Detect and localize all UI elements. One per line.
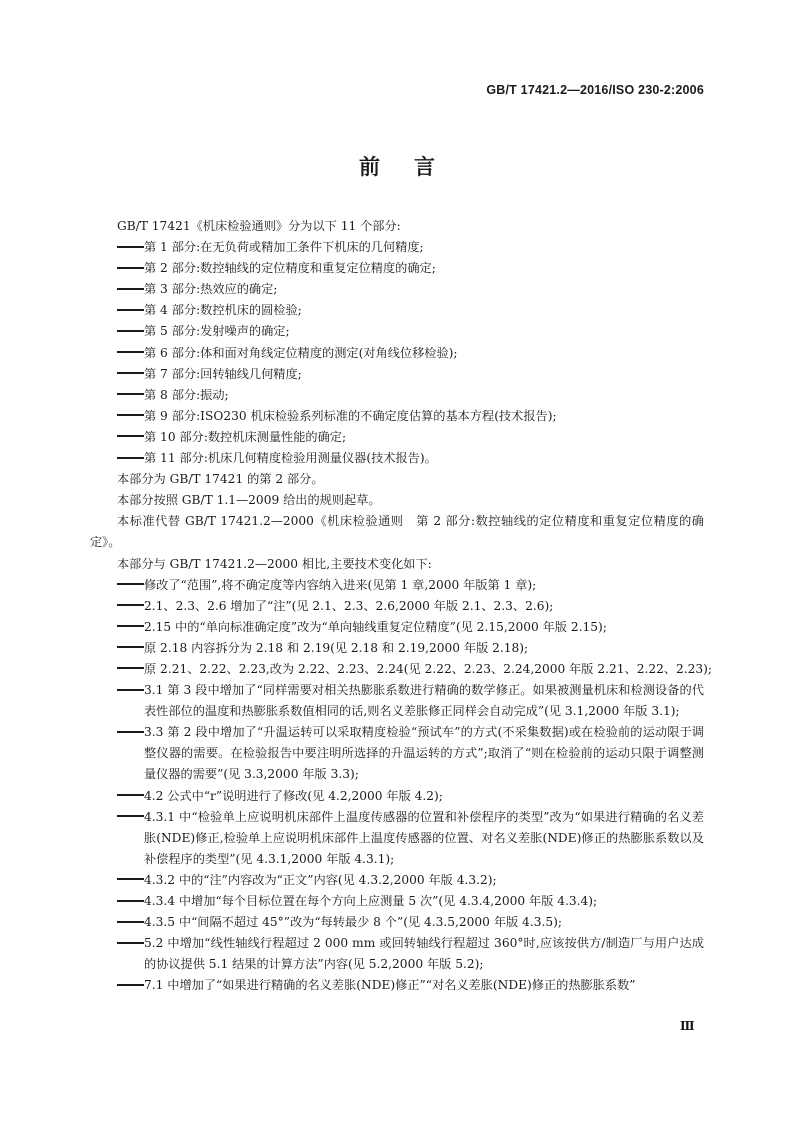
dash-mark (90, 975, 144, 996)
dash-mark (90, 933, 144, 975)
change-item: 4.3.4 中增加“每个目标位置在每个方向上应测量 5 次”(见 4.3.4,2000 年版 4.3.4); (90, 891, 704, 912)
change-item: 3.3 第 2 段中增加了“升温运转可以采取精度检验“预试车”的方式(不采集数据)或在检验前的运动限于调整仪器的需要。在检验报告中要注明所选择的升温运转的方式”;取消了“则在检验前的运动只限于调整测量仪器的需要”(见 3.3,2000 年版 3.3); (90, 722, 704, 785)
dash-mark (90, 680, 144, 722)
dash-mark (90, 237, 144, 258)
part-item: 第 3 部分:热效应的确定; (90, 279, 704, 300)
dash-mark (90, 364, 144, 385)
dash-mark (90, 300, 144, 321)
change-item: 原 2.18 内容拆分为 2.18 和 2.19(见 2.18 和 2.19,2000 年版 2.18); (90, 638, 704, 659)
part-item: 第 10 部分:数控机床测量性能的确定; (90, 427, 704, 448)
part-of-statement: 本部分为 GB/T 17421 的第 2 部分。 (117, 472, 324, 487)
changes-list (90, 575, 713, 997)
dash-mark (90, 891, 144, 912)
dash-mark (90, 786, 144, 807)
change-item: 原 2.21、2.22、2.23,改为 2.22、2.23、2.24(见 2.22、2.23、2.24,2000 年版 2.21、2.22、2.23); (90, 659, 704, 680)
change-item: 2.15 中的“单向标准确定度”改为“单向轴线重复定位精度”(见 2.15,2000 年版 2.15); (90, 617, 704, 638)
drafting-rule-statement: 本部分按照 GB/T 1.1—2009 给出的规则起草。 (117, 493, 381, 508)
dash-mark (90, 406, 144, 427)
dash-mark (90, 912, 144, 933)
change-item: 4.3.1 中“检验单上应说明机床部件上温度传感器的位置和补偿程序的类型”改为“如果进行精确的名义差胀(NDE)修正,检验单上应说明机床部件上温度传感器的位置、对名义差胀(NDE)修正的热膨胀系数以及补偿程序的类型”(见 4.3.1,2000 年版 4.3.1); (90, 807, 704, 870)
change-item: 4.3.5 中“间隔不超过 45°”改为“每转最少 8 个”(见 4.3.5,2000 年版 4.3.5); (90, 912, 704, 933)
dash-mark (90, 343, 144, 364)
changes-intro: 本部分与 GB/T 17421.2—2000 相比,主要技术变化如下: (117, 556, 432, 571)
dash-mark (90, 638, 144, 659)
change-item: 2.1、2.3、2.6 增加了“注”(见 2.1、2.3、2.6,2000 年版 2.1、2.3、2.6); (90, 596, 704, 617)
part-item: 第 4 部分:数控机床的圆检验; (90, 300, 704, 321)
dash-mark (90, 659, 144, 680)
change-item: 7.1 中增加了“如果进行精确的名义差胀(NDE)修正”“对名义差胀(NDE)修正的热膨胀系数” (90, 975, 704, 996)
part-item: 第 5 部分:发射噪声的确定; (90, 321, 704, 342)
dash-mark (90, 596, 144, 617)
dash-mark (90, 258, 144, 279)
dash-mark (90, 427, 144, 448)
change-item: 4.2 公式中“r”说明进行了修改(见 4.2,2000 年版 4.2); (90, 786, 704, 807)
dash-mark (90, 385, 144, 406)
part-item: 第 7 部分:回转轴线几何精度; (90, 364, 704, 385)
standard-number-header: GB/T 17421.2—2016/ISO 230-2:2006 (486, 83, 704, 97)
part-item: 第 6 部分:体和面对角线定位精度的测定(对角线位移检验); (90, 343, 704, 364)
dash-mark (90, 279, 144, 300)
page-title: 前言 (359, 155, 469, 179)
replaces-statement: 本标准代替 GB/T 17421.2—2000《机床检验通则 第 2 部分:数控轴线的定位精度和重复定位精度的确定》。 (90, 514, 704, 550)
dash-mark (90, 617, 144, 638)
foreword-body (90, 216, 713, 996)
part-item: 第 9 部分:ISO230 机床检验系列标准的不确定度估算的基本方程(技术报告); (90, 406, 704, 427)
change-item: 4.3.2 中的“注”内容改为“正文”内容(见 4.3.2,2000 年版 4.3.2); (90, 870, 704, 891)
part-item: 第 2 部分:数控轴线的定位精度和重复定位精度的确定; (90, 258, 704, 279)
change-item: 3.1 第 3 段中增加了“同样需要对相关热膨胀系数进行精确的数学修正。如果被测量机床和检测设备的代表性部位的温度和热膨胀系数值相同的话,则名义差胀修正同样会自动完成”(见 3.1,2000 年版 3.1); (90, 680, 704, 722)
change-item: 5.2 中增加“线性轴线行程超过 2 000 mm 或回转轴线行程超过 360°时,应该按供方/制造厂与用户达成的协议提供 5.1 结果的计算方法”内容(见 5.2,2000 年版 5.2); (90, 933, 704, 975)
part-item: 第 11 部分:机床几何精度检验用测量仪器(技术报告)。 (90, 448, 704, 469)
dash-mark (90, 870, 144, 891)
dash-mark (90, 807, 144, 870)
parts-list (90, 237, 704, 469)
part-item: 第 1 部分:在无负荷或精加工条件下机床的几何精度; (90, 237, 704, 258)
page-number: Ⅲ (680, 1019, 695, 1033)
intro-line: GB/T 17421《机床检验通则》分为以下 11 个部分: (117, 219, 401, 233)
change-item: 修改了“范围”,将不确定度等内容纳入进来(见第 1 章,2000 年版第 1 章); (90, 575, 704, 596)
dash-mark (90, 722, 144, 785)
dash-mark (90, 321, 144, 342)
dash-mark (90, 575, 144, 596)
dash-mark (90, 448, 144, 469)
part-item: 第 8 部分:振动; (90, 385, 704, 406)
